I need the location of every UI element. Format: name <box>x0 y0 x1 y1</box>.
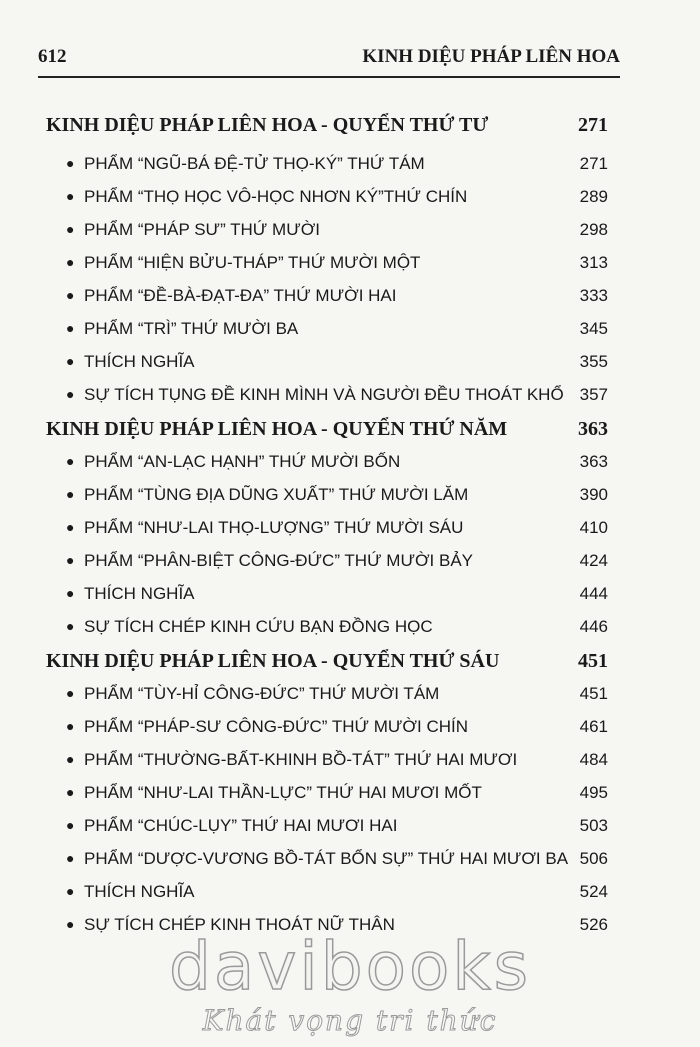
entry-title: THÍCH NGHĨA <box>84 882 195 901</box>
toc-entry <box>38 154 620 187</box>
bullet-icon: ● <box>66 784 75 800</box>
page-number: 612 <box>38 46 67 67</box>
entry-title: PHẨM “NHƯ-LAI THỌ-LƯỢNG” THỨ MƯỜI SÁU <box>84 518 464 537</box>
section-title: KINH DIỆU PHÁP LIÊN HOA - QUYỂN THỨ TƯ <box>46 114 489 136</box>
toc-entry <box>38 816 620 849</box>
bullet-icon: ● <box>66 320 75 336</box>
entry-page-number: 333 <box>579 286 608 305</box>
entry-page-number: 355 <box>579 352 608 371</box>
toc-entry <box>38 750 620 783</box>
toc-entry <box>38 220 620 253</box>
toc-entry <box>38 319 620 352</box>
entry-page-number: 424 <box>579 551 608 570</box>
entry-page-number: 357 <box>579 385 608 404</box>
toc-entry <box>38 783 620 816</box>
entry-title: SỰ TÍCH TỤNG ĐỀ KINH MÌNH VÀ NGƯỜI ĐỀU THOÁT KHỔ <box>84 385 564 404</box>
bullet-icon: ● <box>66 585 75 601</box>
entry-title: PHẨM “THƯỜNG-BẤT-KHINH BỒ-TÁT” THỨ HAI MƯƠI <box>84 750 518 769</box>
entry-page-number: 298 <box>579 220 608 239</box>
entry-title: PHẨM “ĐỀ-BÀ-ĐẠT-ĐA” THỨ MƯỜI HAI <box>84 286 397 305</box>
bullet-icon: ● <box>66 519 75 535</box>
entry-title: SỰ TÍCH CHÉP KINH CỨU BẠN ĐỒNG HỌC <box>84 617 433 636</box>
bullet-icon: ● <box>66 353 75 369</box>
entry-title: PHẨM “TÙY-HỈ CÔNG-ĐỨC” THỨ MƯỜI TÁM <box>84 684 440 703</box>
watermark-slogan: Khát vọng tri thức <box>202 1004 498 1037</box>
header-rule <box>38 76 620 78</box>
section-title: KINH DIỆU PHÁP LIÊN HOA - QUYỂN THỨ SÁU <box>46 650 500 672</box>
toc-entry <box>38 584 620 617</box>
bullet-icon: ● <box>66 287 75 303</box>
running-title: KINH DIỆU PHÁP LIÊN HOA <box>362 46 620 67</box>
entry-page-number: 313 <box>579 253 608 272</box>
entry-page-number: 451 <box>579 684 608 703</box>
entry-page-number: 446 <box>579 617 608 636</box>
bullet-icon: ● <box>66 188 75 204</box>
toc-section-heading <box>38 418 620 452</box>
bullet-icon: ● <box>66 618 75 634</box>
entry-page-number: 271 <box>579 154 608 173</box>
bullet-icon: ● <box>66 817 75 833</box>
entry-page-number: 410 <box>579 518 608 537</box>
entry-title: PHẨM “HIỆN BỬU-THÁP” THỨ MƯỜI MỘT <box>84 253 421 272</box>
bullet-icon: ● <box>66 916 75 932</box>
toc-entry <box>38 187 620 220</box>
toc-entry <box>38 684 620 717</box>
entry-title: THÍCH NGHĨA <box>84 584 195 603</box>
entry-title: PHẨM “CHÚC-LỤY” THỨ HAI MƯƠI HAI <box>84 816 398 835</box>
toc-entry <box>38 882 620 915</box>
entry-title: PHẨM “THỌ HỌC VÔ-HỌC NHƠN KÝ”THỨ CHÍN <box>84 187 468 206</box>
entry-page-number: 289 <box>579 187 608 206</box>
bullet-icon: ● <box>66 552 75 568</box>
bullet-icon: ● <box>66 386 75 402</box>
entry-page-number: 503 <box>579 816 608 835</box>
toc-entry <box>38 385 620 418</box>
entry-title: THÍCH NGHĨA <box>84 352 195 371</box>
entry-page-number: 444 <box>579 584 608 603</box>
table-of-contents <box>38 114 620 948</box>
toc-entry <box>38 717 620 750</box>
toc-entry <box>38 286 620 319</box>
section-page-number: 451 <box>578 650 608 672</box>
entry-title: PHẨM “PHÂN-BIỆT CÔNG-ĐỨC” THỨ MƯỜI BẢY <box>84 551 474 570</box>
toc-entry <box>38 518 620 551</box>
section-page-number: 271 <box>578 114 608 136</box>
bullet-icon: ● <box>66 850 75 866</box>
bullet-icon: ● <box>66 254 75 270</box>
bullet-icon: ● <box>66 155 75 171</box>
entry-title: PHẨM “AN-LẠC HẠNH” THỨ MƯỜI BỐN <box>84 452 401 471</box>
entry-page-number: 484 <box>579 750 608 769</box>
toc-entry <box>38 551 620 584</box>
entry-title: PHẨM “PHÁP-SƯ CÔNG-ĐỨC” THỨ MƯỜI CHÍN <box>84 717 469 736</box>
entry-title: PHẨM “NHƯ-LAI THẦN-LỰC” THỨ HAI MƯƠI MỐT <box>84 783 482 802</box>
entry-page-number: 461 <box>579 717 608 736</box>
entry-page-number: 506 <box>579 849 608 868</box>
bullet-icon: ● <box>66 718 75 734</box>
bullet-icon: ● <box>66 221 75 237</box>
entry-page-number: 345 <box>579 319 608 338</box>
entry-page-number: 390 <box>579 485 608 504</box>
entry-page-number: 524 <box>579 882 608 901</box>
toc-entry <box>38 352 620 385</box>
entry-title: PHẨM “TÙNG ĐỊA DŨNG XUẤT” THỨ MƯỜI LĂM <box>84 485 469 504</box>
bullet-icon: ● <box>66 685 75 701</box>
toc-section-heading <box>38 114 620 154</box>
entry-title: PHẨM “DƯỢC-VƯƠNG BỒ-TÁT BỔN SỰ” THỨ HAI MƯƠI BA <box>84 849 569 868</box>
entry-title: PHẨM “PHÁP SƯ” THỨ MƯỜI <box>84 220 321 239</box>
toc-entry <box>38 617 620 650</box>
entry-page-number: 526 <box>579 915 608 934</box>
bullet-icon: ● <box>66 453 75 469</box>
bullet-icon: ● <box>66 486 75 502</box>
watermark-logo: davibooks <box>169 928 531 1005</box>
entry-page-number: 363 <box>579 452 608 471</box>
toc-entry <box>38 253 620 286</box>
section-page-number: 363 <box>578 418 608 440</box>
bullet-icon: ● <box>66 883 75 899</box>
toc-section-heading <box>38 650 620 684</box>
bullet-icon: ● <box>66 751 75 767</box>
entry-title: PHẨM “TRÌ” THỨ MƯỜI BA <box>84 319 299 338</box>
toc-entry <box>38 452 620 485</box>
toc-entry <box>38 485 620 518</box>
toc-entry <box>38 849 620 882</box>
running-header <box>38 46 620 76</box>
section-title: KINH DIỆU PHÁP LIÊN HOA - QUYỂN THỨ NĂM <box>46 418 508 440</box>
entry-title: SỰ TÍCH CHÉP KINH THOÁT NỮ THÂN <box>84 915 395 934</box>
entry-page-number: 495 <box>579 783 608 802</box>
entry-title: PHẨM “NGŨ-BÁ ĐỆ-TỬ THỌ-KÝ” THỨ TÁM <box>84 154 425 173</box>
